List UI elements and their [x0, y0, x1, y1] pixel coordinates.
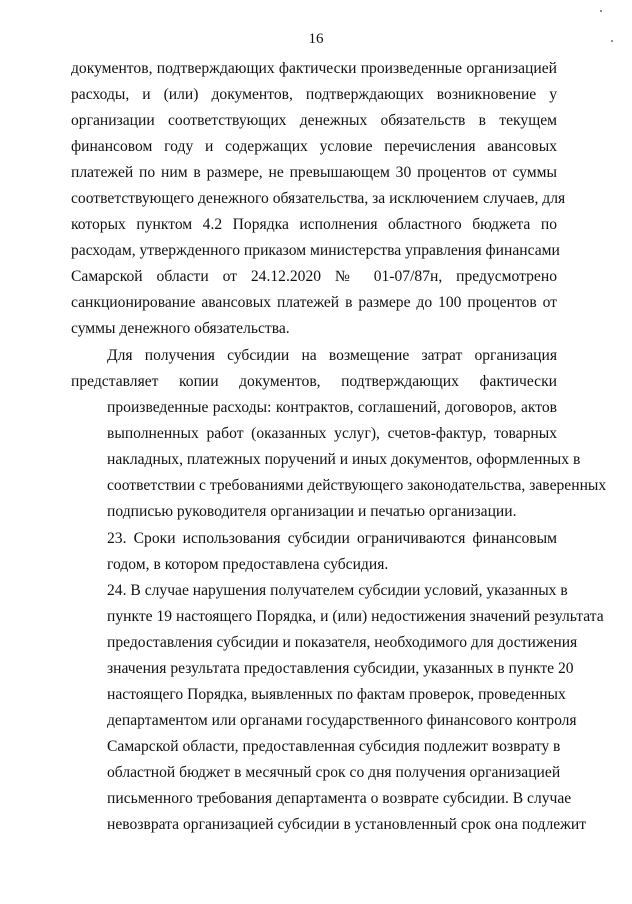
text-line: организации соответствующих денежных обязательств в текущем [71, 112, 557, 129]
text-line: предоставления субсидии и показателя, необходимого для достижения [107, 634, 578, 651]
text-line: финансовом году и содержащих условие перечисления авансовых [71, 138, 557, 155]
text-line: значения результата предоставления субсидии, указанных в пункте 20 [107, 660, 574, 677]
text-line: представляет копии документов, подтверждающих фактически [71, 373, 557, 390]
text-line: соответствующего денежного обязательства, за исключением случаев, для [71, 190, 566, 207]
text-line: Самарской области, предоставленная субсидия подлежит возврату в [107, 738, 561, 755]
text-line: произведенные расходы: контрактов, соглашений, договоров, актов [107, 399, 557, 416]
scan-speck [611, 40, 613, 42]
text-line: Самарской области от 24.12.2020 № 01-07/87н, предусмотрено [71, 268, 557, 285]
text-line: Для получения субсидии на возмещение затрат организация [107, 347, 557, 364]
text-line: подписью руководителя организации и печатью организации. [107, 503, 517, 520]
text-line: письменного требования департамента о возврате субсидии. В случае [107, 790, 572, 807]
paragraph-item-23 [71, 526, 557, 578]
paragraph-advance-payments [71, 56, 566, 342]
text-line: 24. В случае нарушения получателем субсидии условий, указанных в [107, 582, 568, 599]
text-line: годом, в котором предоставлена субсидия. [107, 556, 389, 573]
text-line: 23. Сроки использования субсидии ограничиваются финансовым [107, 530, 557, 547]
text-line: выполненных работ (оказанных услуг), счетов-фактур, товарных [107, 425, 557, 442]
page-number: 16 [308, 31, 324, 47]
text-line: соответствии с требованиями действующего законодательства, заверенных [107, 477, 607, 494]
text-line: невозврата организацией субсидии в установленный срок она подлежит [107, 816, 587, 833]
text-line: настоящего Порядка, выявленных по фактам проверок, проведенных [107, 686, 566, 703]
paragraph-item-24 [71, 578, 604, 838]
paragraph-required-documents [71, 343, 607, 525]
text-line: документов, подтверждающих фактически произведенные организацией [71, 60, 557, 77]
scan-speck [600, 10, 602, 12]
text-line: департаментом или органами государственного финансового контроля [107, 712, 577, 729]
text-line: расходам, утвержденного приказом министерства управления финансами [71, 242, 560, 259]
text-line: областной бюджет в месячный срок со дня получения организацией [107, 764, 561, 781]
text-line: расходы, и (или) документов, подтверждающих возникновение у [71, 86, 557, 103]
text-line: пункте 19 настоящего Порядка, и (или) недостижения значений результата [107, 608, 604, 625]
text-line: платежей по ним в размере, не превышающем 30 процентов от суммы [71, 164, 557, 181]
text-line: которых пунктом 4.2 Порядка исполнения областного бюджета по [71, 216, 557, 233]
text-line: накладных, платежных поручений и иных документов, оформленных в [107, 451, 581, 468]
text-line: суммы денежного обязательства. [71, 320, 290, 337]
text-line: санкционирование авансовых платежей в размере до 100 процентов от [71, 294, 557, 311]
